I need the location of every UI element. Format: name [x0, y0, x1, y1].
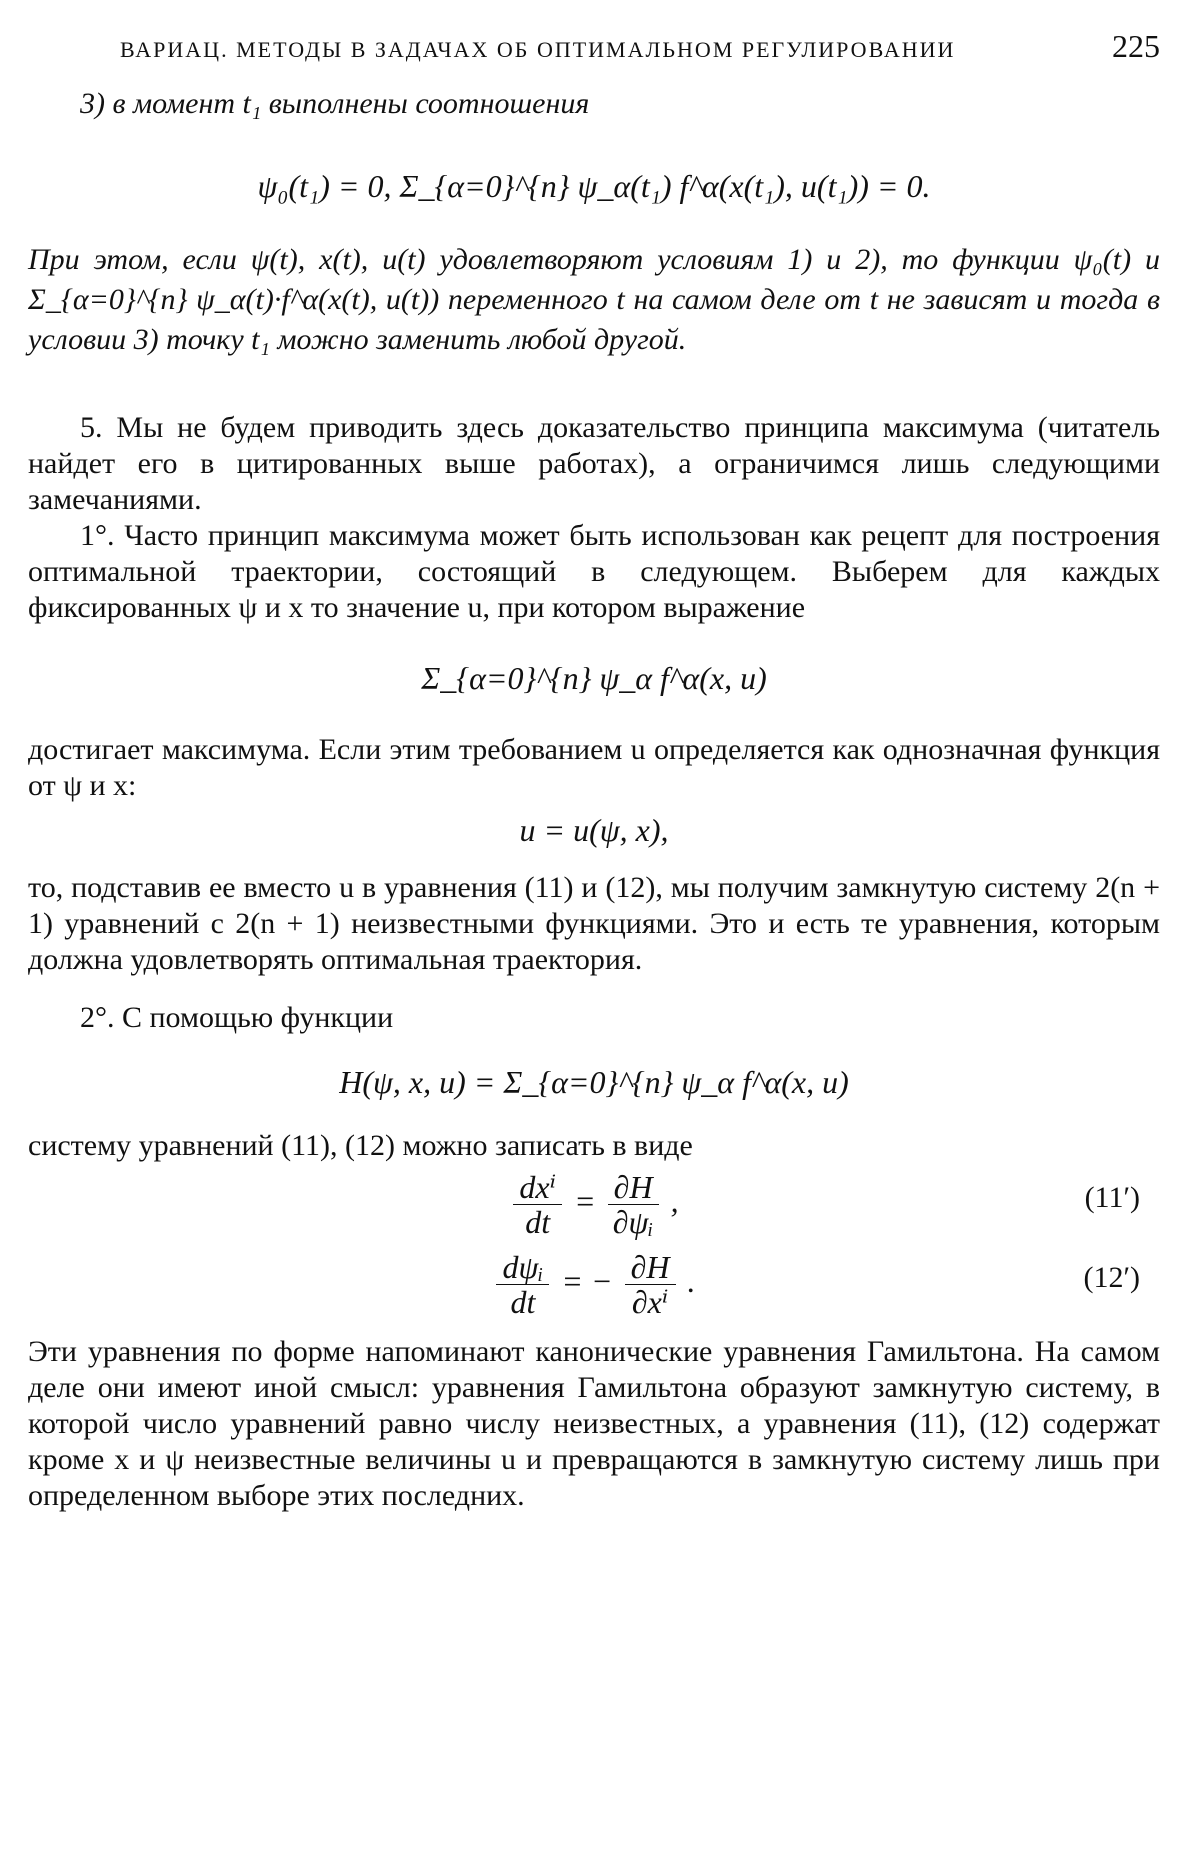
equals-minus-sign: = −	[561, 1262, 613, 1299]
paragraph-substitution: то, подставив ее вместо u в уравнения (11) и (12), мы получим замкнутую систему 2(n + 1) уравнений с 2(n + 1) неизвестными функциями. Это и есть те уравнения, которым должна удовлетворять оптимальная траектория.	[28, 871, 1160, 976]
numerator: dψᵢ	[496, 1250, 549, 1285]
formula-control-function: u = u(ψ, x),	[519, 812, 669, 848]
equation-12-prime	[28, 1249, 1160, 1320]
paragraph-5: 5. Мы не будем приводить здесь доказательство принципа максимума (читатель найдет его в цитированных выше работах), а ограничимся лишь следующими замечаниями.	[28, 411, 1160, 516]
equation-label: (11′)	[1084, 1181, 1140, 1214]
denominator: dt	[510, 1284, 536, 1320]
denominator: dt	[525, 1204, 551, 1240]
punctuation: .	[687, 1262, 696, 1299]
equation-12-prime-body	[28, 1250, 1160, 1319]
condition-3: 3) в момент t₁ выполнены соотношения	[80, 87, 590, 120]
formula-hamiltonian-sum: Σ_{α=0}^{n} ψ_α f^α(x, u)	[421, 660, 767, 696]
paragraph-system: систему уравнений (11), (12) можно записать в виде	[28, 1129, 693, 1162]
punctuation: ,	[670, 1182, 679, 1219]
paragraph-2-degree: 2°. С помощью функции	[80, 1001, 394, 1034]
paragraph-maximum: достигает максимума. Если этим требованием u определяется как однозначная функция от ψ и x:	[28, 733, 1160, 802]
denominator: ∂ψᵢ	[612, 1204, 654, 1240]
italic-remark: При этом, если ψ(t), x(t), u(t) удовлетворяют условиям 1) и 2), то функции ψ₀(t) и Σ_{α=0}^{n} ψ_α(t)·f^α(x(t), u(t)) переменного t на самом деле от t не зависят и тогда в условии 3) точку t₁ можно заменить любой другой.	[28, 243, 1160, 356]
equals-sign: =	[574, 1182, 596, 1219]
page-number: 225	[1112, 28, 1160, 64]
running-title: ВАРИАЦ. МЕТОДЫ В ЗАДАЧАХ ОБ ОПТИМАЛЬНОМ РЕГУЛИРОВАНИИ	[120, 37, 956, 62]
equation-11-prime-body	[28, 1170, 1160, 1239]
formula-boundary-conditions: ψ₀(t₁) = 0, Σ_{α=0}^{n} ψ_α(t₁) f^α(x(t₁), u(t₁)) = 0.	[257, 168, 931, 204]
fraction-lhs	[496, 1250, 549, 1319]
equation-label: (12′)	[1083, 1261, 1140, 1294]
formula-hamiltonian-definition: H(ψ, x, u) = Σ_{α=0}^{n} ψ_α f^α(x, u)	[339, 1064, 849, 1100]
numerator: ∂H	[608, 1170, 659, 1205]
equation-11-prime	[28, 1169, 1160, 1240]
numerator: ∂H	[625, 1250, 676, 1285]
denominator: ∂xⁱ	[631, 1284, 669, 1320]
fraction-rhs	[625, 1250, 676, 1319]
paragraph-1-degree: 1°. Часто принцип максимума может быть использован как рецепт для построения оптимальной траектории, состоящий в следующем. Выберем для каждых фиксированных ψ и x то значение u, при котором выражение	[28, 519, 1160, 624]
paragraph-final: Эти уравнения по форме напоминают канонические уравнения Гамильтона. На самом деле они имеют иной смысл: уравнения Гамильтона образуют замкнутую систему, в которой число уравнений равно числу неизвестных, а уравнения (11), (12) содержат кроме x и ψ неизвестные величины u и превращаются в замкнутую систему лишь при определенном выборе этих последних.	[28, 1335, 1160, 1512]
page-header	[120, 28, 1160, 68]
numerator: dxⁱ	[513, 1170, 562, 1205]
fraction-rhs	[608, 1170, 659, 1239]
fraction-lhs	[513, 1170, 562, 1239]
